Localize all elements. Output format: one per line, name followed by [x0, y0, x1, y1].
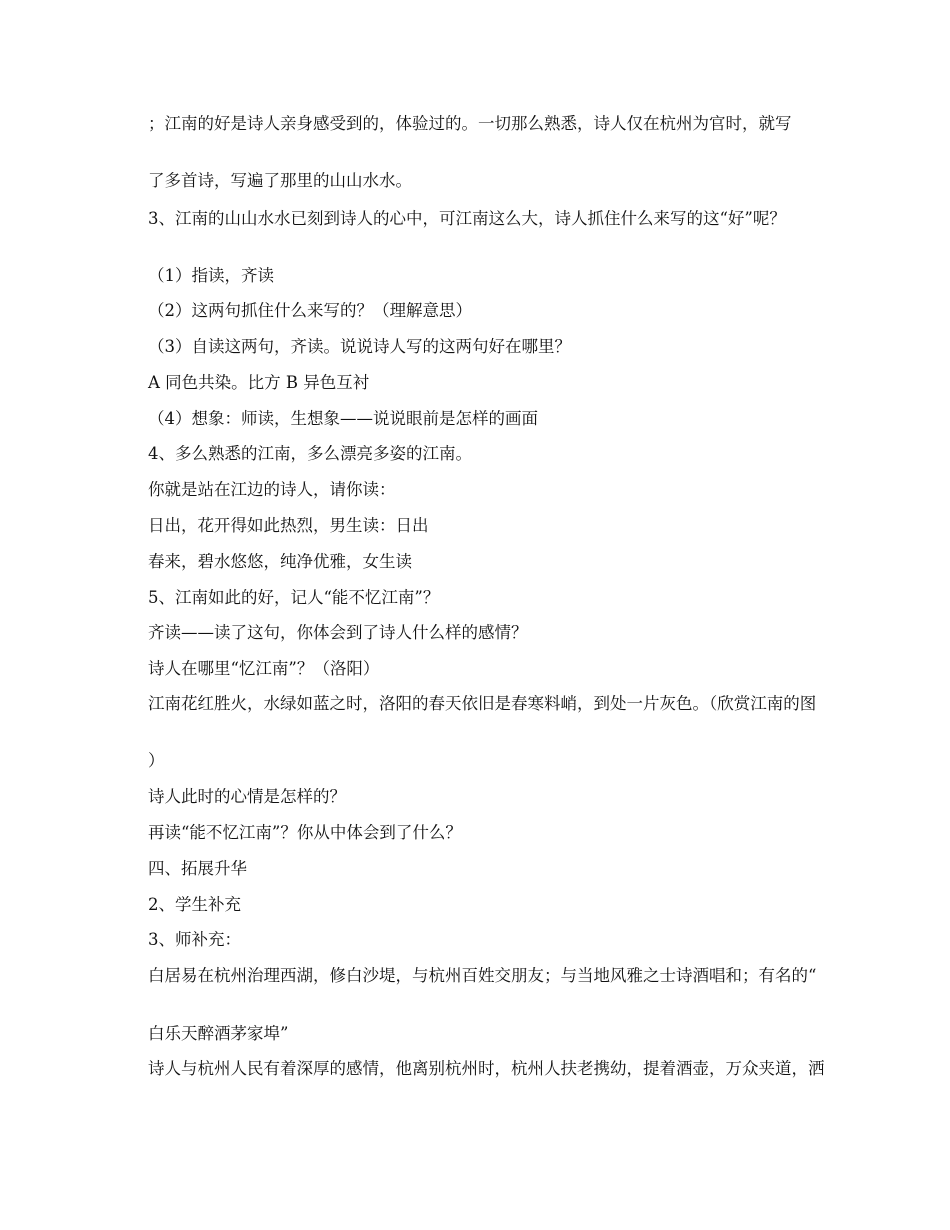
paragraph-3: 3、江南的山山水水已刻到诗人的心中，可江南这么大，诗人抓住什么来写的这“好”呢？ — [148, 209, 786, 228]
paragraph-11: 日出，花开得如此热烈，男生读：日出 — [148, 516, 429, 535]
paragraph-15: 诗人在哪里“忆江南”？（洛阳） — [148, 659, 380, 678]
paragraph-4: （1）指读，齐读 — [148, 266, 274, 285]
paragraph-6: （3）自读这两句，齐读。说说诗人写的这两句好在哪里？ — [148, 337, 571, 356]
paragraph-8: （4）想象：师读，生想象——说说眼前是怎样的画面 — [148, 409, 538, 428]
paragraph-7: A 同色共染。比方 B 异色互衬 — [148, 373, 370, 392]
paragraph-24: 白乐天醉酒茅家埠” — [148, 1024, 289, 1043]
paragraph-9: 4、多么熟悉的江南，多么漂亮多姿的江南。 — [148, 444, 472, 463]
paragraph-25: 诗人与杭州人民有着深厚的感情，他离别杭州时，杭州人扶老携幼，提着酒壶，万众夹道，洒 — [148, 1059, 825, 1078]
paragraph-14: 齐读——读了这句，你体会到了诗人什么样的感情？ — [148, 623, 528, 642]
paragraph-17: ） — [148, 751, 165, 770]
paragraph-12: 春来，碧水悠悠，纯净优雅，女生读 — [148, 552, 412, 571]
paragraph-20: 四、拓展升华 — [148, 859, 247, 878]
paragraph-1: ；江南的好是诗人亲身感受到的，体验过的。一切那么熟悉，诗人仅在杭州为官时，就写 — [148, 114, 792, 133]
paragraph-22: 3、师补充： — [148, 930, 241, 949]
paragraph-13: 5、江南如此的好，记人“能不忆江南”？ — [148, 588, 440, 607]
paragraph-23: 白居易在杭州治理西湖，修白沙堤，与杭州百姓交朋友；与当地风雅之士诗酒唱和；有名的“ — [148, 966, 817, 985]
paragraph-18: 诗人此时的心情是怎样的？ — [148, 787, 346, 806]
paragraph-16: 江南花红胜火，水绿如蓝之时，洛阳的春天依旧是春寒料峭，到处一片灰色。（欣赏江南的图 — [148, 694, 817, 713]
paragraph-19: 再读“能不忆江南”？你从中体会到了什么？ — [148, 823, 462, 842]
paragraph-5: （2）这两句抓住什么来写的？（理解意思） — [148, 301, 472, 320]
paragraph-10: 你就是站在江边的诗人，请你读： — [148, 480, 396, 499]
paragraph-2: 了多首诗，写遍了那里的山山水水。 — [148, 171, 412, 190]
paragraph-21: 2、学生补充 — [148, 895, 241, 914]
